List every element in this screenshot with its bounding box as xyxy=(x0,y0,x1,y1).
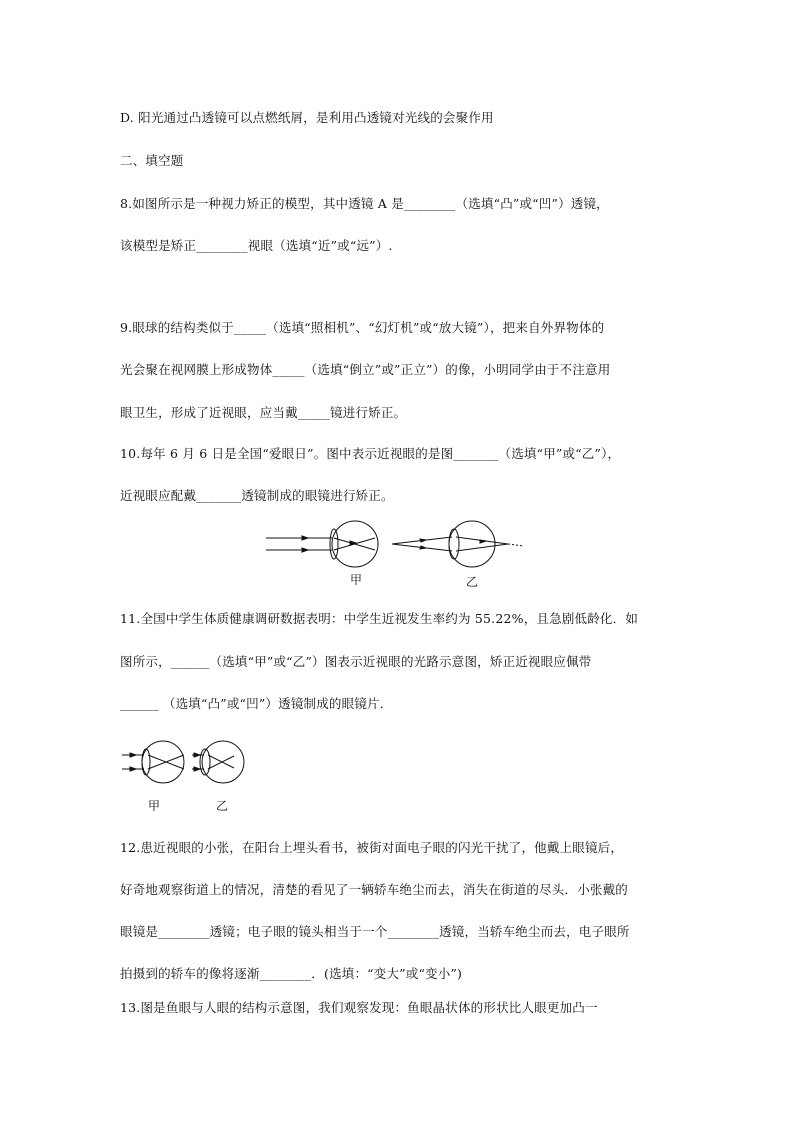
question-11-line-1: 11.全国中学生体质健康调研数据表明：中学生近视发生率约为 55.22%，且急剧低龄化．如 xyxy=(120,611,639,626)
question-10-eye-diagram xyxy=(262,516,532,592)
question-11-line-2: 图所示，______（选填“甲”或“乙”）图表示近视眼的光路示意图，矫正近视眼应佩带 xyxy=(120,654,592,669)
question-10-line-1: 10.每年 6 月 6 日是全国“爱眼日”。图中表示近视眼的是图_______（选填“甲”或“乙”）， xyxy=(120,446,621,461)
question-12-line-4: 拍摄到的轿车的像将逐渐________．(选填：“变大”或“变小”) xyxy=(120,966,463,981)
question-11-eye-diagram xyxy=(118,730,258,816)
question-8-line-2: 该模型是矫正________视眼（选填“近”或“远”）. xyxy=(120,238,393,253)
question-13-line-1: 13.图是鱼眼与人眼的结构示意图，我们观察发现：鱼眼晶状体的形状比人眼更加凸一 xyxy=(120,1000,598,1015)
figure-10-label-yi: 乙 xyxy=(466,575,479,589)
figure-11-label-yi: 乙 xyxy=(216,799,229,813)
option-d-text: D. 阳光通过凸透镜可以点燃纸屑，是利用凸透镜对光线的会聚作用 xyxy=(120,110,494,125)
question-9-line-2: 光会聚在视网膜上形成物体_____（选填“倒立”或”正立”）的像，小明同学由于不注意用 xyxy=(120,362,611,377)
question-12-line-1: 12.患近视眼的小张，在阳台上埋头看书，被街对面电子眼的闪光干扰了，他戴上眼镜后， xyxy=(120,840,624,855)
question-10-line-2: 近视眼应配戴_______透镜制成的眼镜进行矫正。 xyxy=(120,488,394,503)
question-12-line-2: 好奇地观察街道上的情况，清楚的看见了一辆轿车绝尘而去，消失在街道的尽头．小张戴的 xyxy=(120,882,629,897)
figure-11-label-jia: 甲 xyxy=(148,799,161,813)
question-11-line-3: ______ （选填“凸”或“凹”）透镜制成的眼镜片． xyxy=(120,696,393,711)
question-8-line-1: 8.如图所示是一种视力矫正的模型，其中透镜 A 是________（选填“凸”或“凹”）透镜， xyxy=(120,196,609,211)
figure-10-label-jia: 甲 xyxy=(350,573,363,587)
section-heading-fill-in: 二、填空题 xyxy=(120,153,184,168)
question-9-line-3: 眼卫生，形成了近视眼，应当戴_____镜进行矫正。 xyxy=(120,405,407,420)
question-9-line-1: 9.眼球的结构类似于_____（选填“照相机”、“幻灯机”或“放大镜”），把来自外界物体的 xyxy=(120,320,605,335)
question-12-line-3: 眼镜是________透镜；电子眼的镜头相当于一个________透镜，当轿车绝尘而去，电子眼所 xyxy=(120,924,630,939)
